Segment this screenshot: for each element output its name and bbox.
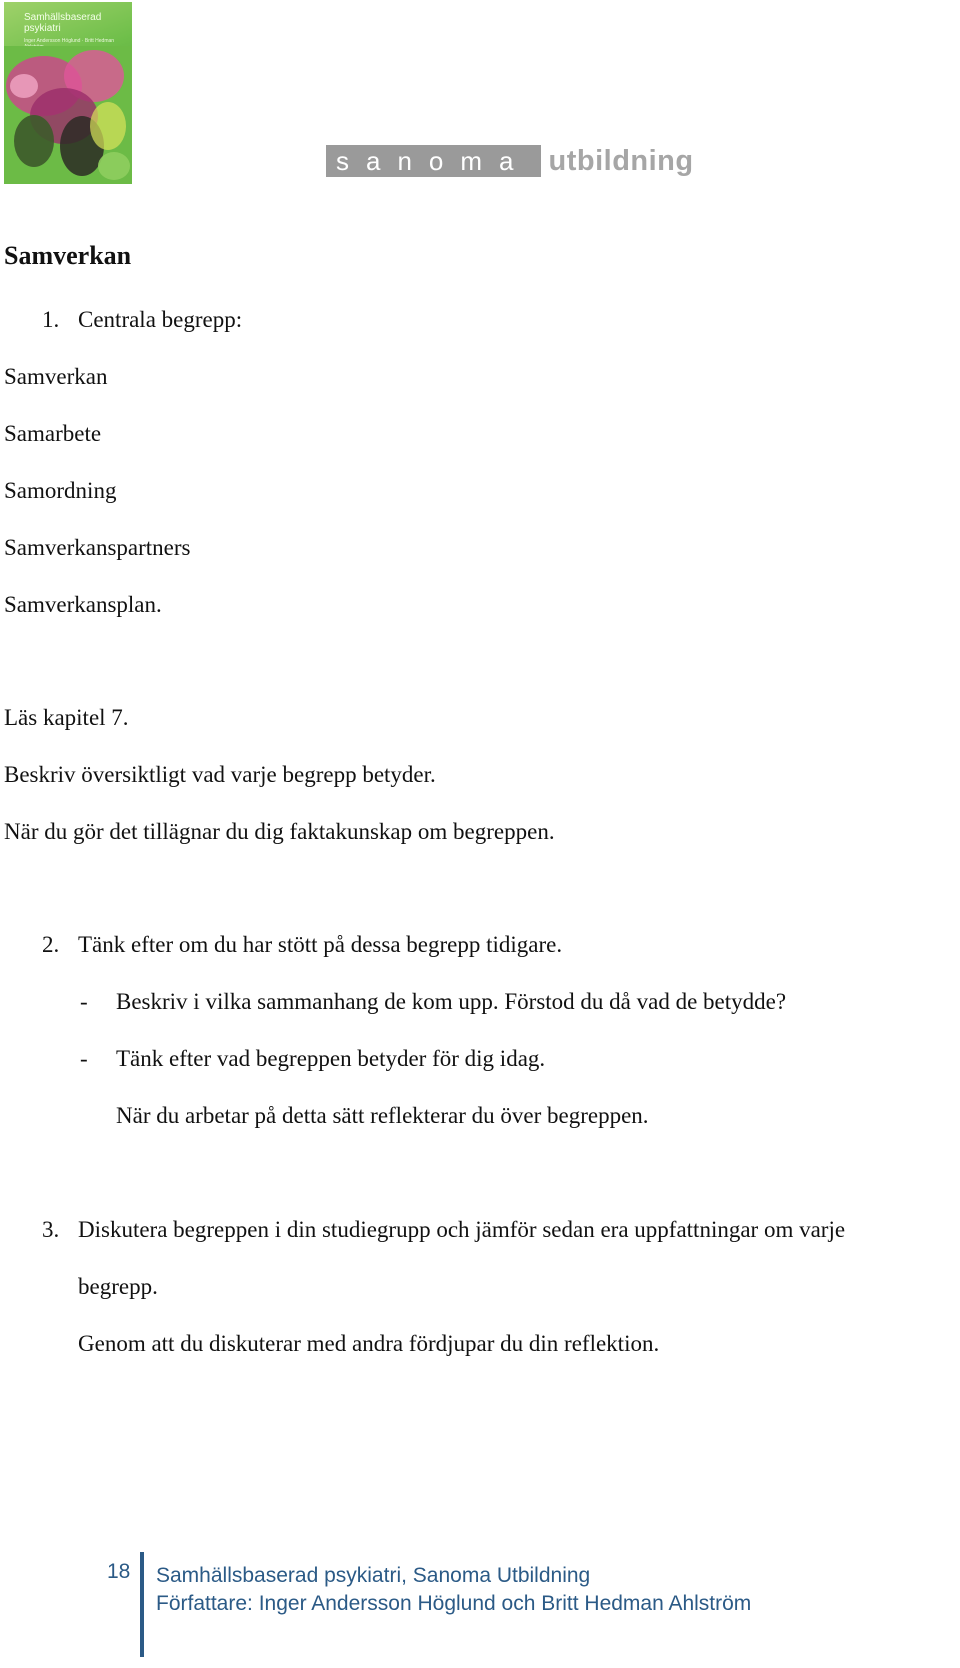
section-1-number: 1. xyxy=(42,307,60,332)
term-item: Samverkanspartners xyxy=(4,535,191,560)
bullet-dash: - xyxy=(80,989,88,1014)
term-item: Samverkan xyxy=(4,364,108,389)
section-3-number: 3. xyxy=(42,1217,60,1242)
page-heading: Samverkan xyxy=(4,241,132,270)
term-item: Samarbete xyxy=(4,421,102,446)
term-item: Samordning xyxy=(4,478,117,503)
instruction-line: Beskriv översiktligt vad varje begrepp betyder. xyxy=(4,762,436,787)
section-2-note: När du arbetar på detta sätt reflekterar du över begreppen. xyxy=(116,1103,649,1128)
logo-utbildning-text: utbildning xyxy=(548,144,694,177)
section-1-label: Centrala begrepp: xyxy=(78,307,243,332)
section-3-line-3: Genom att du diskuterar med andra fördjupar du din reflektion. xyxy=(78,1331,660,1356)
bullet-text: Tänk efter vad begreppen betyder för dig idag. xyxy=(116,1046,546,1071)
cover-subtitle: Inger Andersson Höglund · Britt Hedman xyxy=(24,38,115,44)
sanoma-utbildning-logo xyxy=(326,144,694,178)
footer-authors-line: Författare: Inger Andersson Höglund och Britt Hedman Ahlström xyxy=(156,1592,752,1615)
footer-book-line: Samhällsbaserad psykiatri, Sanoma Utbildning xyxy=(156,1564,591,1587)
logo-sanoma-box: sanoma xyxy=(326,145,541,177)
bullet-text: Beskriv i vilka sammanhang de kom upp. Förstod du då vad de betydde? xyxy=(116,989,787,1014)
section-3-line-1: Diskutera begreppen i din studiegrupp och jämför sedan era uppfattningar om varje xyxy=(78,1217,846,1242)
cover-title: Samhällsbaserad psykiatri xyxy=(24,12,102,34)
instruction-line: När du gör det tillägnar du dig faktakunskap om begreppen. xyxy=(4,819,555,844)
section-2-text: Tänk efter om du har stött på dessa begrepp tidigare. xyxy=(78,932,563,957)
book-cover-image xyxy=(4,2,132,184)
cover-artwork xyxy=(4,46,132,184)
section-3-line-2: begrepp. xyxy=(78,1274,158,1299)
term-item: Samverkansplan. xyxy=(4,592,162,617)
footer-divider xyxy=(140,1552,144,1657)
instruction-line: Läs kapitel 7. xyxy=(4,705,129,730)
section-2-number: 2. xyxy=(42,932,60,957)
page-number: 18 xyxy=(107,1560,131,1583)
bullet-dash: - xyxy=(80,1046,88,1071)
